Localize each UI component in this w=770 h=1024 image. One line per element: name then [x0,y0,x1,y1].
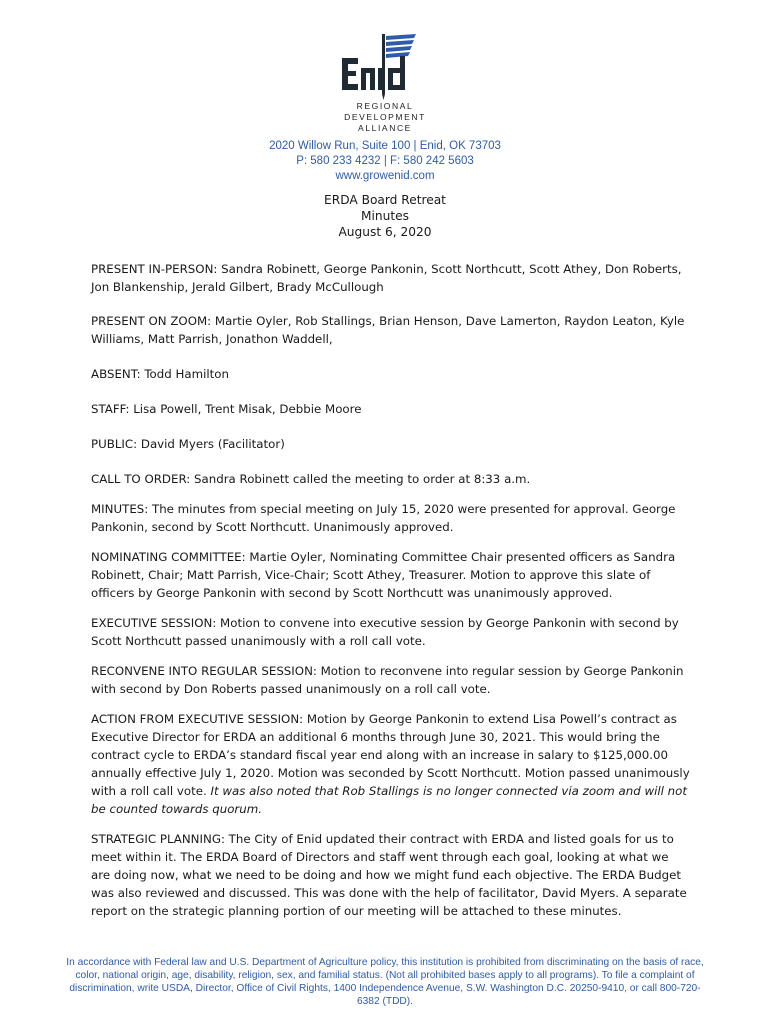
nominating-committee: NOMINATING COMMITTEE: Martie Oyler, Nominating Committee Chair presented officers as Sandra Robinett, Chair; Matt Parrish, Vice-Chair; Scott Athey, Treasurer. Motion to approve this slate of officers by George Pankonin with second by Scott Northcutt was unanimously approved. [91,550,676,600]
present-on-zoom: PRESENT ON ZOOM: Martie Oyler, Rob Stallings, Brian Henson, Dave Lamerton, Raydon Leaton, Kyle Williams, Matt Parrish, Jonathon Waddell, [91,314,685,346]
contact-block [0,139,770,184]
strategic-planning: STRATEGIC PLANNING: The City of Enid updated their contract with ERDA and listed goals for us to meet within it. The ERDA Board of Directors and staff went through each goal, looking at what we are doing now, what we need to be doing and how we might fund each objective. The ERDA Budget was also reviewed and discussed. This was done with the help of facilitator, David Myers. A separate report on the strategic planning portion of our meeting will be attached to these minutes. [91,832,687,918]
meeting-header [0,192,770,240]
contact-address: 2020 Willow Run, Suite 100 | Enid, OK 73703 [269,140,501,152]
present-in-person: PRESENT IN-PERSON: Sandra Robinett, George Pankonin, Scott Northcutt, Scott Athey, Don Roberts, Jon Blankenship, Jerald Gilbert, Brady McCullough [91,262,682,294]
meeting-date: August 6, 2020 [338,225,432,239]
meeting-type: Minutes [361,209,409,223]
logo-subtitle: REGIONAL DEVELOPMENT ALLIANCE [344,101,426,133]
nondiscrimination-footer: In accordance with Federal law and U.S. Department of Agriculture policy, this institution is prohibited from discriminating on the basis of race, color, national origin, age, disability, religion, sex, and familial status. (Not all prohibited bases apply to all programs). To file a complaint of discrimination, write USDA, Director, Office of Civil Rights, 1400 Independence Avenue, S.W. Washington D.C. 20250-9410, or call 800-720-6382 (TDD). [66,957,704,1007]
action-note: It was also noted that Rob Stallings is no longer connected via zoom and will not be counted towards quorum. [91,784,688,816]
meeting-title: ERDA Board Retreat [324,193,446,207]
reconvene-session: RECONVENE INTO REGULAR SESSION: Motion to reconvene into regular session by George Pankonin with second by Don Roberts passed unanimously on a roll call vote. [91,664,684,696]
minutes-body [91,260,691,920]
staff: STAFF: Lisa Powell, Trent Misak, Debbie Moore [91,402,362,416]
call-to-order: CALL TO ORDER: Sandra Robinett called the meeting to order at 8:33 a.m. [91,472,531,486]
action-from-executive-session [91,710,691,818]
contact-website: www.growenid.com [335,170,435,182]
executive-session: EXECUTIVE SESSION: Motion to convene into executive session by George Pankonin with second by Scott Northcutt passed unanimously with a roll call vote. [91,616,679,648]
absent: ABSENT: Todd Hamilton [91,367,229,381]
minutes-approval: MINUTES: The minutes from special meeting on July 15, 2020 were presented for approval. George Pankonin, second by Scott Northcutt. Unanimously approved. [91,502,676,534]
logo-stripes-icon [386,34,416,58]
action-text: ACTION FROM EXECUTIVE SESSION: Motion by George Pankonin to extend Lisa Powell’s contract as Executive Director for ERDA an additional 6 months through June 30, 2021. This would bring the contract cycle to ERDA’s standard fiscal year end along with an increase in salary to $125,000.00 annually effective July 1, 2020. Motion was seconded by Scott Northcutt. Motion passed unanimously with a roll call vote. [91,712,690,798]
public: PUBLIC: David Myers (Facilitator) [91,437,285,451]
logo-wordmark-icon [342,56,405,90]
contact-phone: P: 580 233 4232 | F: 580 242 5603 [296,155,474,167]
